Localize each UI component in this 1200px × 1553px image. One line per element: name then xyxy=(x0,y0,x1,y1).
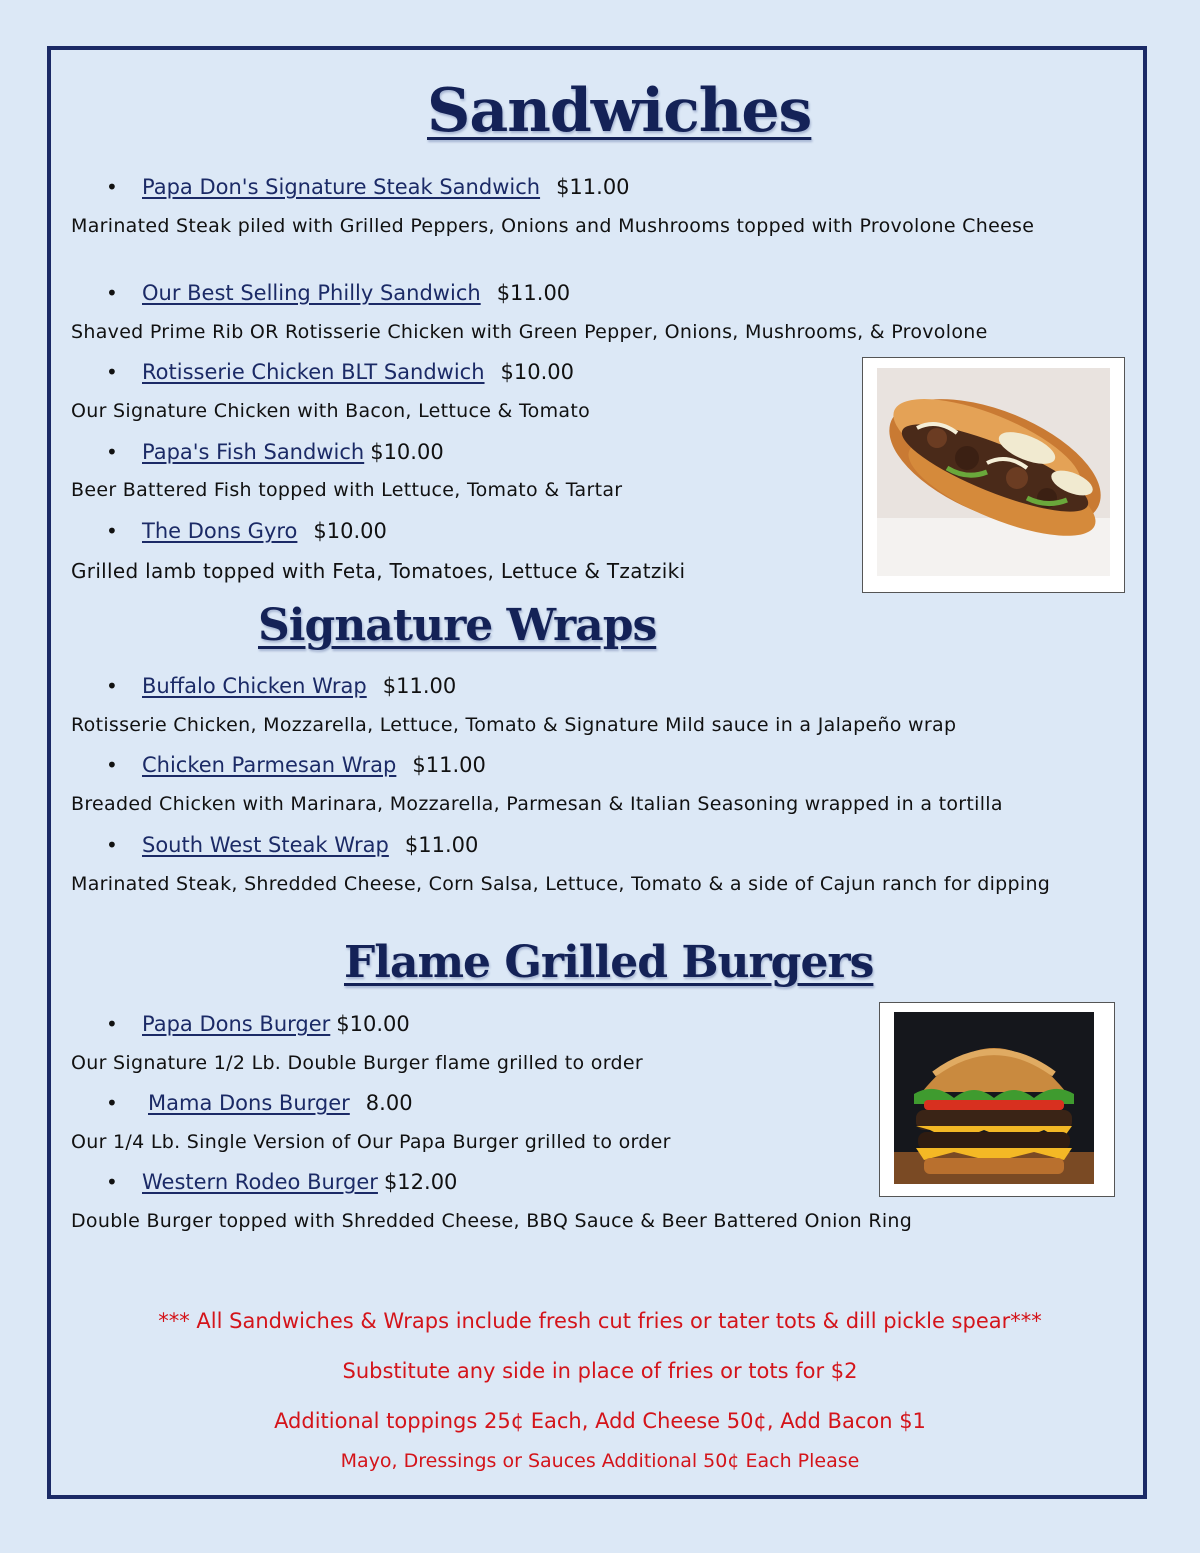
item-description: Our Signature 1/2 Lb. Double Burger flame grilled to order xyxy=(71,1052,643,1074)
menu-item xyxy=(106,1010,410,1038)
item-price: $11.00 xyxy=(382,674,457,698)
item-description: Marinated Steak piled with Grilled Peppers, Onions and Mushrooms topped with Provolone Cheese xyxy=(71,215,1035,237)
item-price: $10.00 xyxy=(313,519,387,543)
bullet: • xyxy=(106,753,118,777)
sauces-note: Mayo, Dressings or Sauces Additional 50¢ Each Please xyxy=(340,1450,860,1472)
bullet: • xyxy=(106,440,118,464)
section-title-sandwiches: Sandwiches xyxy=(427,76,812,146)
menu-item xyxy=(106,358,574,386)
item-name: Rotisserie Chicken BLT Sandwich xyxy=(142,360,485,384)
item-description: Our 1/4 Lb. Single Version of Our Papa Burger grilled to order xyxy=(71,1131,671,1153)
burger-photo xyxy=(879,1002,1115,1197)
item-price: $10.00 xyxy=(500,360,575,384)
bullet: • xyxy=(106,1012,118,1036)
item-price: $11.00 xyxy=(412,753,486,777)
item-name: Papa Don's Signature Steak Sandwich xyxy=(142,175,541,199)
bullet: • xyxy=(106,1091,118,1115)
bullet: • xyxy=(106,360,118,384)
bullet: • xyxy=(106,519,118,543)
item-price: $11.00 xyxy=(556,175,630,199)
menu-item xyxy=(106,1168,457,1196)
item-description: Breaded Chicken with Marinara, Mozzarella, Parmesan & Italian Seasoning wrapped in a tortilla xyxy=(71,793,1003,815)
item-price: $11.00 xyxy=(404,833,479,857)
item-description: Shaved Prime Rib OR Rotisserie Chicken with Green Pepper, Onions, Mushrooms, & Provolone xyxy=(71,321,988,343)
item-name: Mama Dons Burger xyxy=(148,1091,350,1115)
menu-item xyxy=(106,831,478,859)
steak-sandwich-photo xyxy=(862,357,1125,593)
item-name: Chicken Parmesan Wrap xyxy=(142,753,397,777)
toppings-note: Additional toppings 25¢ Each, Add Cheese 50¢, Add Bacon $1 xyxy=(274,1409,926,1433)
section-title-wraps: Signature Wraps xyxy=(258,600,657,651)
item-description: Marinated Steak, Shredded Cheese, Corn Salsa, Lettuce, Tomato & a side of Cajun ranch for dipping xyxy=(71,873,1051,895)
item-description: Grilled lamb topped with Feta, Tomatoes, Lettuce & Tzatziki xyxy=(71,559,686,583)
item-description: Our Signature Chicken with Bacon, Lettuce & Tomato xyxy=(71,400,591,422)
bullet: • xyxy=(106,175,118,199)
item-description: Rotisserie Chicken, Mozzarella, Lettuce, Tomato & Signature Mild sauce in a Jalapeño wrap xyxy=(71,714,957,736)
menu-item xyxy=(106,173,630,201)
steak-sandwich-image xyxy=(877,368,1110,576)
item-description: Beer Battered Fish topped with Lettuce, Tomato & Tartar xyxy=(71,479,623,501)
bullet: • xyxy=(106,281,118,305)
burger-image xyxy=(894,1012,1094,1184)
item-price: $10.00 xyxy=(336,1012,410,1036)
bullet: • xyxy=(106,674,118,698)
menu-item xyxy=(106,1089,413,1117)
item-name: Western Rodeo Burger xyxy=(142,1170,378,1194)
substitute-note: Substitute any side in place of fries or tots for $2 xyxy=(342,1359,858,1383)
item-price: $10.00 xyxy=(370,440,444,464)
bullet: • xyxy=(106,833,118,857)
item-name: Papa's Fish Sandwich xyxy=(142,440,365,464)
item-description: Double Burger topped with Shredded Cheese, BBQ Sauce & Beer Battered Onion Ring xyxy=(71,1210,913,1232)
item-price: $11.00 xyxy=(496,281,571,305)
menu-item xyxy=(106,672,456,700)
item-price: 8.00 xyxy=(365,1091,413,1115)
menu-item xyxy=(106,279,570,307)
item-name: The Dons Gyro xyxy=(142,519,298,543)
menu-item xyxy=(106,517,387,545)
item-name: South West Steak Wrap xyxy=(142,833,389,857)
menu-item xyxy=(106,438,444,466)
item-name: Buffalo Chicken Wrap xyxy=(142,674,367,698)
item-name: Our Best Selling Philly Sandwich xyxy=(142,281,481,305)
section-title-burgers: Flame Grilled Burgers xyxy=(344,937,874,988)
item-price: $12.00 xyxy=(383,1170,458,1194)
menu-item xyxy=(106,751,486,779)
bullet: • xyxy=(106,1170,118,1194)
sides-note: *** All Sandwiches & Wraps include fresh cut fries or tater tots & dill pickle spear*** xyxy=(158,1309,1042,1333)
item-name: Papa Dons Burger xyxy=(142,1012,331,1036)
